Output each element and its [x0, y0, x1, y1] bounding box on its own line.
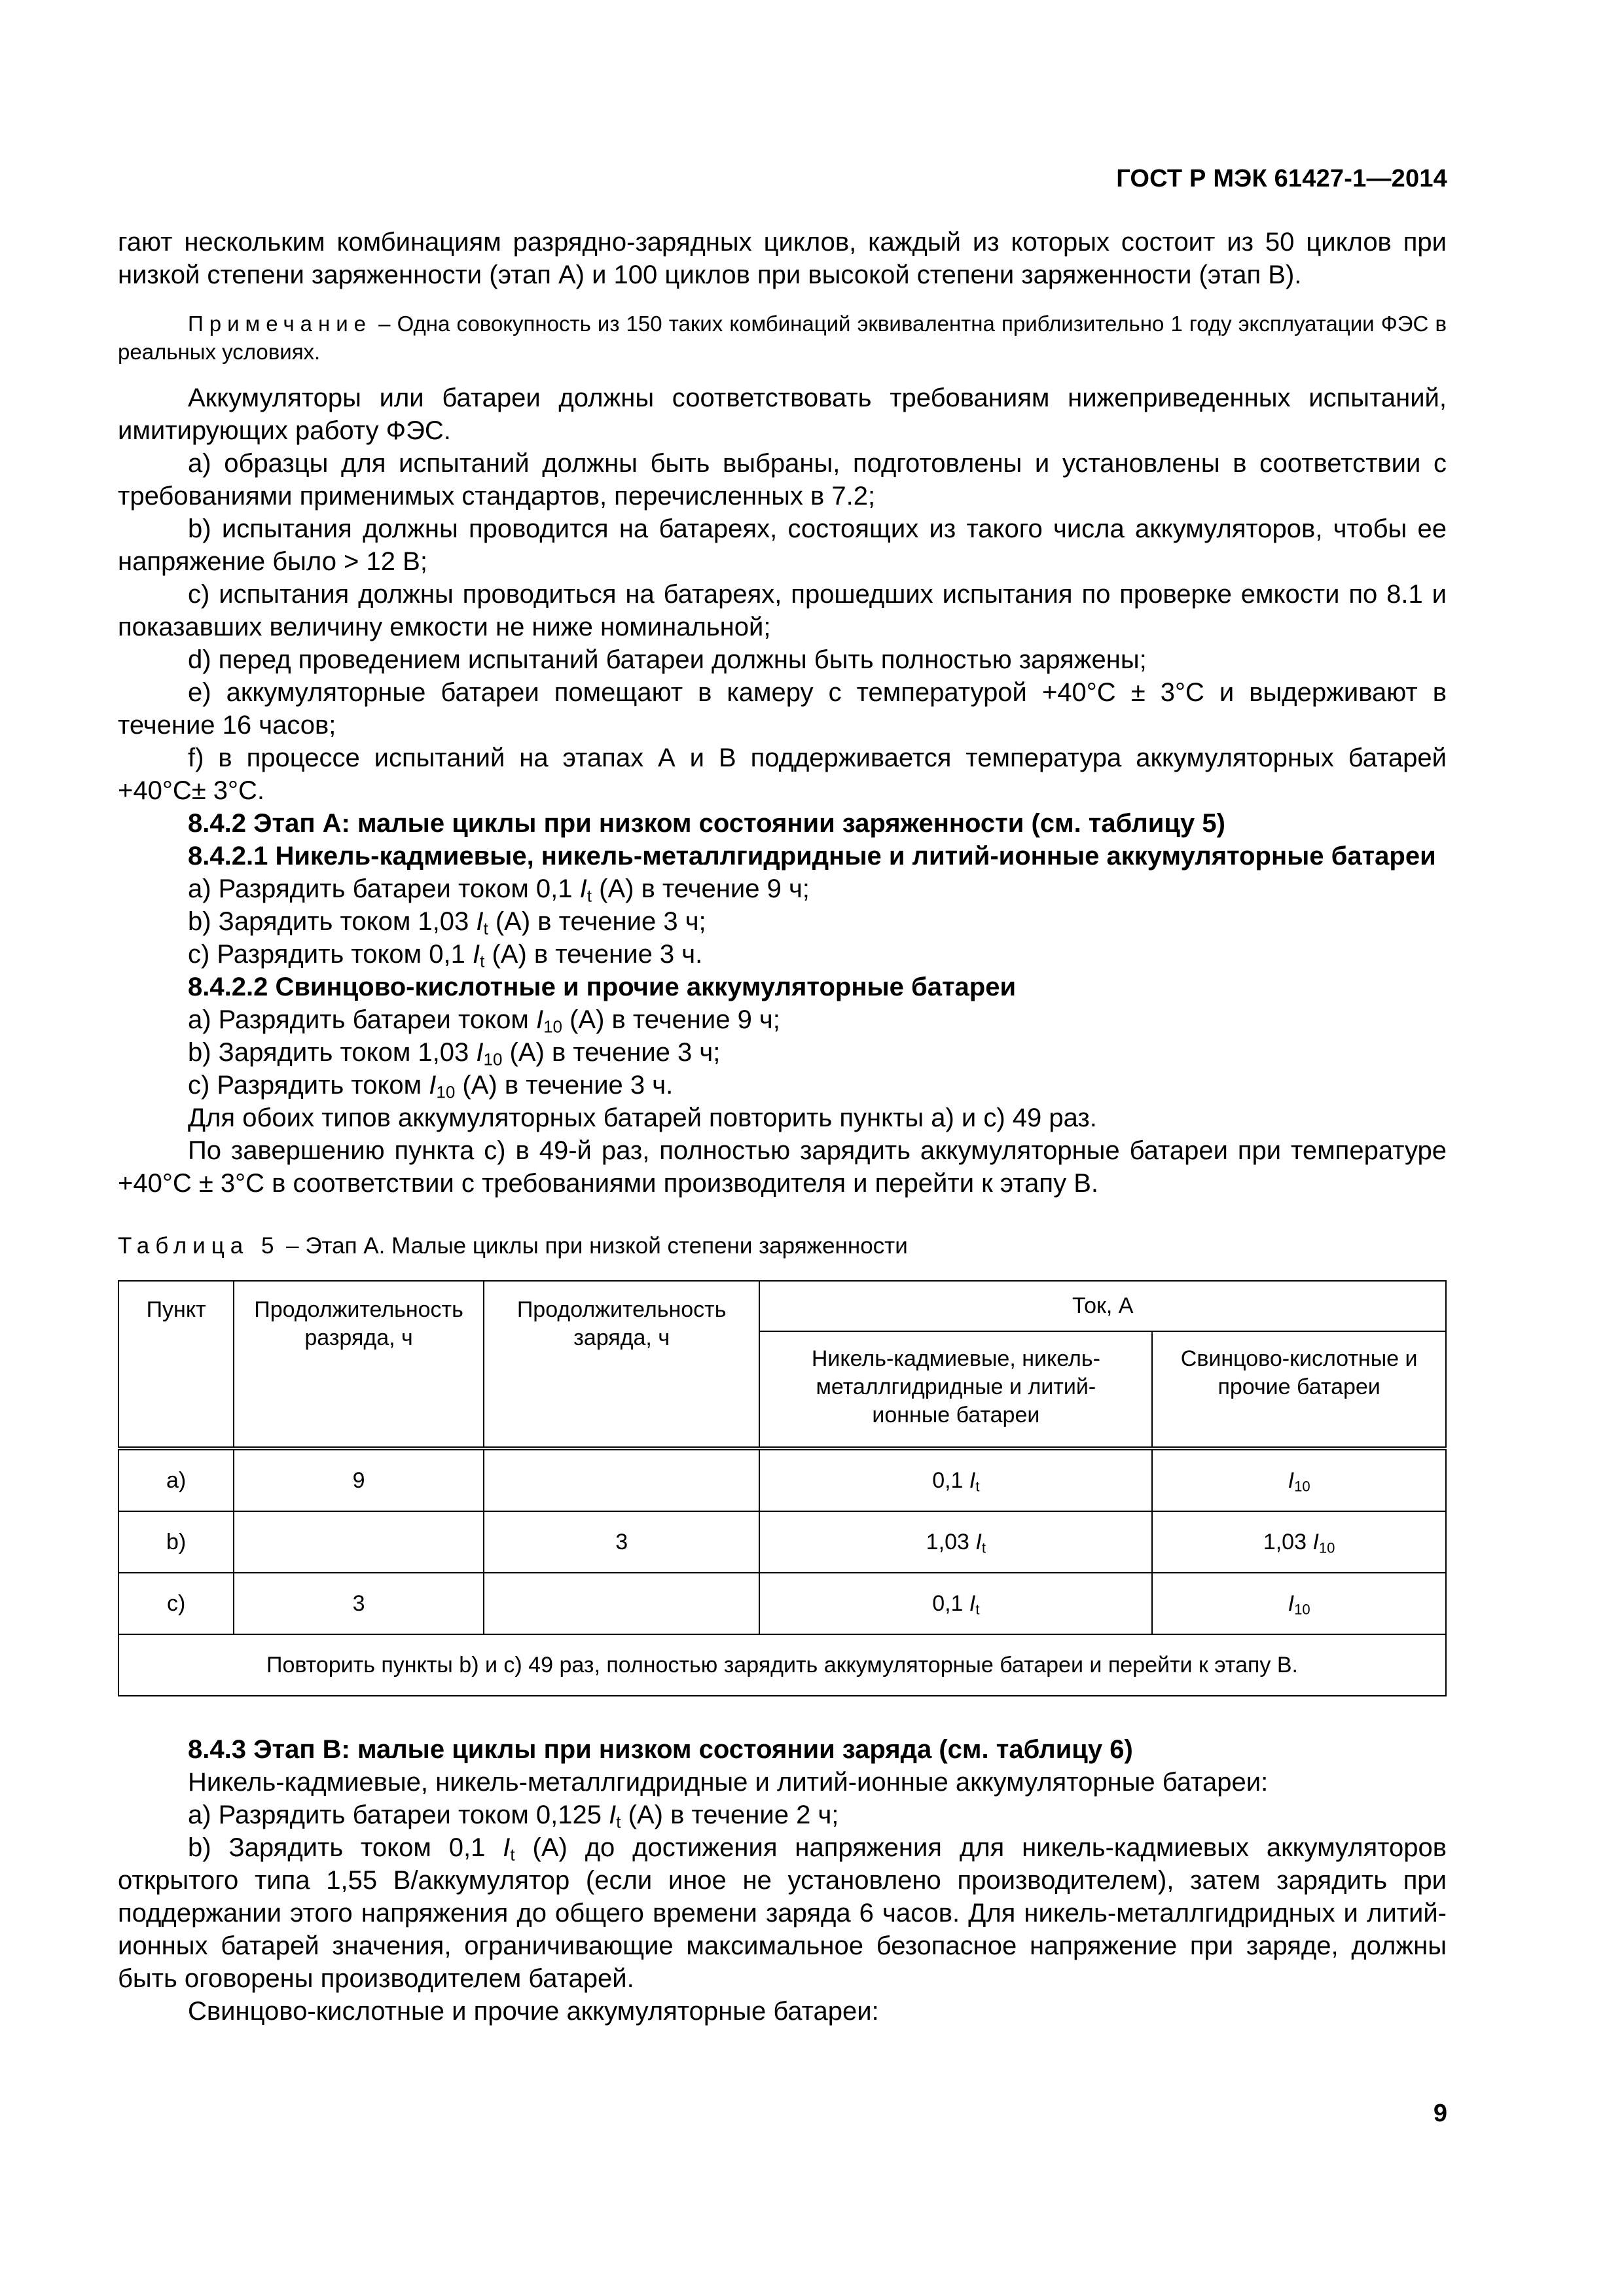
cell-nicd: 0,1 $I_t$: [759, 1448, 1152, 1511]
cell-charge: [484, 1573, 760, 1634]
table-footer-row: [118, 1634, 1446, 1696]
table-row: [118, 1511, 1446, 1573]
step-2a: a) Разрядить батареи током $I_{10}$ (А) в течение 9 ч;: [188, 1005, 780, 1037]
list-item-b: b) испытания должны проводится на батареях, состоящих из такого числа аккумуляторов, чтобы ее напряжение было > 12 В;: [118, 514, 1447, 576]
header-nicd: Никель-кадмиевые, никель-металлгидридные и литий-ионные батареи: [759, 1331, 1152, 1448]
cell-discharge: [234, 1511, 484, 1573]
note-label: Примечание: [188, 312, 372, 336]
cell-nicd: 1,03 $I_t$: [759, 1511, 1152, 1573]
document-id: ГОСТ Р МЭК 61427-1—2014: [1116, 165, 1447, 192]
table-caption-label: Таблица 5: [118, 1233, 280, 1259]
paragraph-continuation: гают нескольким комбинациям разрядно-зарядных циклов, каждый из которых состоит из 50 циклов при низкой степени заряженности (этап А) и 100 циклов при высокой степени заряженности (этап В).: [118, 228, 1447, 289]
step-3a: a) Разрядить батареи током 0,125 $I_t$ (А) в течение 2 ч;: [188, 1801, 839, 1832]
cell-discharge: 3: [234, 1573, 484, 1634]
step-3b: b) Зарядить током 0,1 $I_t$ (А) до достижения напряжения для никель-кадмиевых аккумуляторов открытого типа 1,55 В/аккумулятор (если иное не установлено производителем), затем зарядить при поддержании этого напряжения до общего времени заряда 6 часов. Для никель-металлгидридных и литий-ионных батарей значения, ограничивающие максимальное безопасное напряжение при заряде, должны быть оговорены производителем батарей.: [118, 1833, 1447, 1993]
step-2b: b) Зарядить током 1,03 $I_{10}$ (А) в течение 3 ч;: [188, 1038, 721, 1069]
table-5: [118, 1280, 1447, 1696]
cell-nicd: 0,1 $I_t$: [759, 1573, 1152, 1634]
table-caption: [118, 1231, 1447, 1261]
section-heading-8-4-3: 8.4.3 Этап В: малые циклы при низком состоянии заряда (см. таблицу 6): [188, 1735, 1133, 1764]
paragraph-requirements: Аккумуляторы или батареи должны соответствовать требованиям нижеприведенных испытаний, имитирующих работу ФЭС.: [118, 384, 1447, 445]
paragraph-repeat: Для обоих типов аккумуляторных батарей повторить пункты a) и c) 49 раз.: [188, 1103, 1097, 1132]
table-caption-text: – Этап А. Малые циклы при низкой степени заряженности: [280, 1233, 908, 1259]
list-item-f: f) в процессе испытаний на этапах А и В поддерживается температура аккумуляторных батарей +40°С± 3°С.: [118, 744, 1447, 805]
cell-punkt: c): [118, 1573, 234, 1634]
cell-charge: [484, 1448, 760, 1511]
list-item-a: a) образцы для испытаний должны быть выбраны, подготовлены и установлены в соответствии с требованиями применимых стандартов, перечисленных в 7.2;: [118, 449, 1447, 511]
paragraph-after-49: По завершению пункта c) в 49-й раз, полностью зарядить аккумуляторные батареи при температуре +40°С ± 3°С в соответствии с требованиями производителя и перейти к этапу В.: [118, 1136, 1447, 1198]
page-content: [118, 226, 1447, 2028]
list-item-c: c) испытания должны проводиться на батареях, прошедших испытания по проверке емкости по 8.1 и показавших величину емкости не ниже номинальной;: [118, 580, 1447, 641]
cell-charge: 3: [484, 1511, 760, 1573]
page-number: 9: [1433, 2100, 1447, 2127]
table-row: [118, 1448, 1446, 1511]
list-item-e: e) аккумуляторные батареи помещают в камеру с температурой +40°С ± 3°С и выдерживают в течение 16 часов;: [118, 678, 1447, 740]
cell-punkt: b): [118, 1511, 234, 1573]
cell-discharge: 9: [234, 1448, 484, 1511]
header-current: Ток, А: [759, 1281, 1446, 1331]
table-footer-note: Повторить пункты b) и c) 49 раз, полностью зарядить аккумуляторные батареи и перейти к этапу В.: [118, 1634, 1446, 1696]
cell-lead: $I_{10}$: [1152, 1448, 1446, 1511]
list-item-d: d) перед проведением испытаний батареи должны быть полностью заряжены;: [188, 645, 1147, 674]
note: [118, 310, 1447, 366]
step-1b: b) Зарядить током 1,03 $I_t$ (А) в течение 3 ч;: [188, 907, 706, 939]
step-2c: c) Разрядить током $I_{10}$ (А) в течение 3 ч.: [188, 1071, 674, 1102]
step-1c: c) Разрядить током 0,1 $I_t$ (А) в течение 3 ч.: [188, 940, 703, 971]
step-1a: a) Разрядить батареи током 0,1 $I_t$ (А) в течение 9 ч;: [188, 874, 810, 906]
note-text: – Одна совокупность из 150 таких комбинаций эквивалентна приблизительно 1 году эксплуатации ФЭС в реальных условиях.: [118, 312, 1447, 364]
section-heading-8-4-2: 8.4.2 Этап А: малые циклы при низком состоянии заряженности (см. таблицу 5): [188, 809, 1225, 838]
section-heading-8-4-2-2: 8.4.2.2 Свинцово-кислотные и прочие аккумуляторные батареи: [188, 973, 1017, 1001]
cell-lead: 1,03 $I_{10}$: [1152, 1511, 1446, 1573]
paragraph-lead-acid-intro: Свинцово-кислотные и прочие аккумуляторные батареи:: [188, 1997, 879, 2026]
header-charge-duration: Продолжительность заряда, ч: [484, 1281, 760, 1448]
paragraph-nicd-intro: Никель-кадмиевые, никель-металлгидридные и литий-ионные аккумуляторные батареи:: [188, 1768, 1269, 1797]
table-row: [118, 1573, 1446, 1634]
cell-punkt: a): [118, 1448, 234, 1511]
header-discharge-duration: Продолжительность разряда, ч: [234, 1281, 484, 1448]
cell-lead: $I_{10}$: [1152, 1573, 1446, 1634]
header-punkt: Пункт: [118, 1281, 234, 1448]
header-lead-acid: Свинцово-кислотные и прочие батареи: [1152, 1331, 1446, 1448]
section-heading-8-4-2-1: 8.4.2.1 Никель-кадмиевые, никель-металлгидридные и литий-ионные аккумуляторные батареи: [188, 842, 1436, 870]
